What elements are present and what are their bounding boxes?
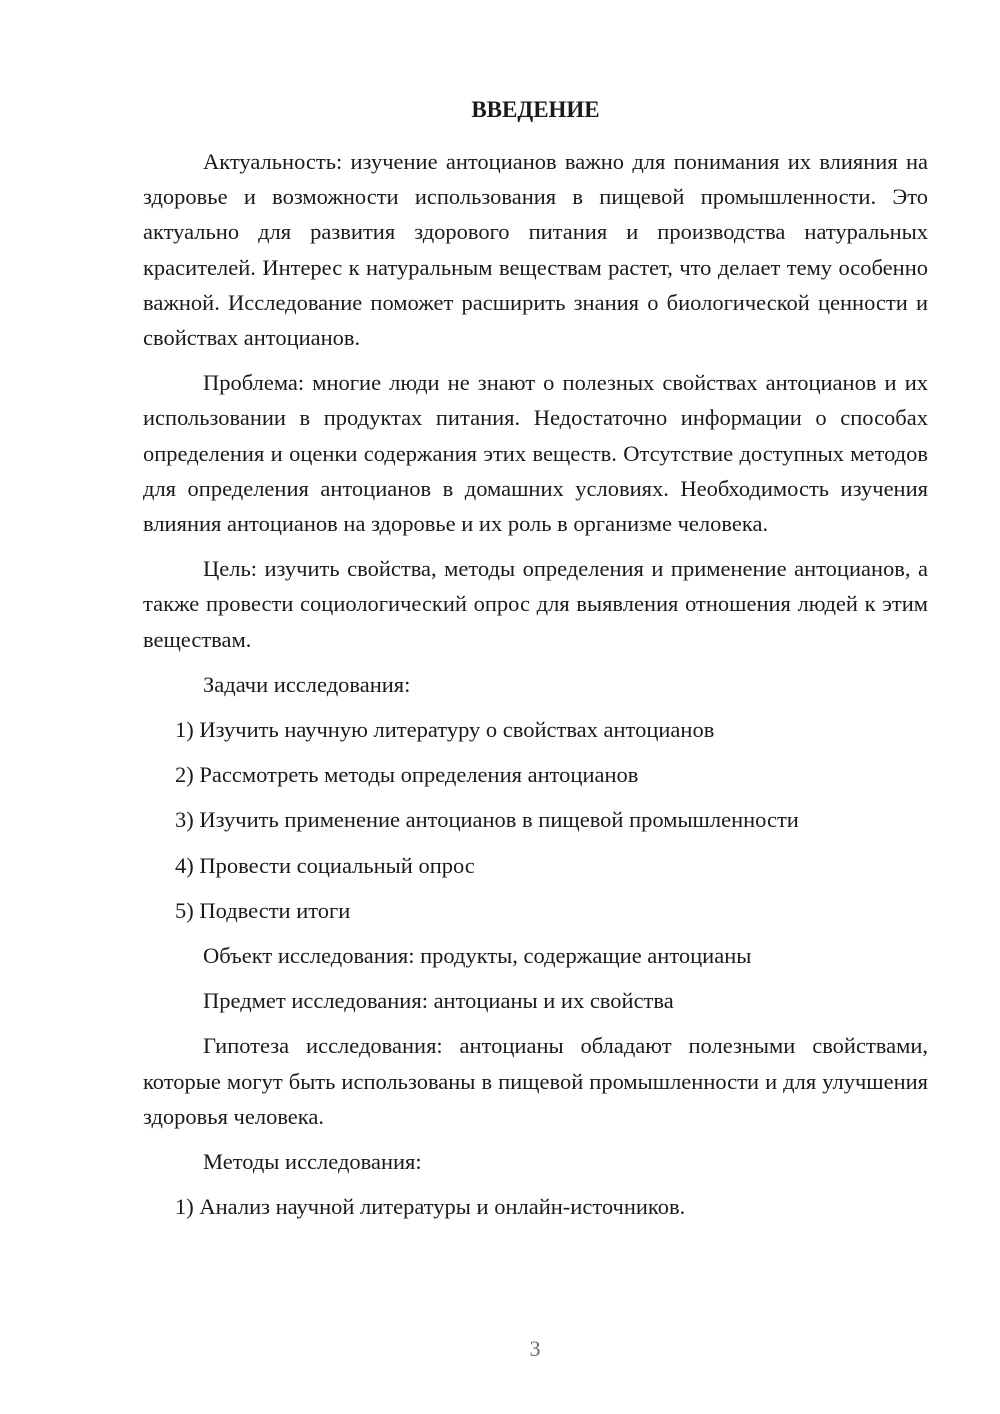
- task-item: 4) Провести социальный опрос: [175, 852, 475, 878]
- task-item: 5) Подвести итоги: [175, 897, 351, 923]
- section-title: ВВЕДЕНИЕ: [471, 97, 600, 122]
- relevance-paragraph: Актуальность: изучение антоцианов важно для понимания их влияния на здоровье и возможности использования в пищевой промышленности. Это актуально для развития здорового питания и производства натуральных красителей. Интерес к натуральным веществам растет, что делает тему особенно важной. Исследование поможет расширить знания о биологической ценности и свойствах антоцианов.: [143, 149, 928, 351]
- task-item: 3) Изучить применение антоцианов в пищевой промышленности: [175, 807, 799, 833]
- page-number: 3: [529, 1336, 541, 1361]
- research-object: Объект исследования: продукты, содержащие антоцианы: [203, 943, 752, 969]
- methods-heading: Методы исследования:: [203, 1149, 422, 1175]
- research-subject: Предмет исследования: антоцианы и их свойства: [203, 988, 674, 1014]
- task-item: 2) Рассмотреть методы определения антоцианов: [175, 762, 639, 788]
- tasks-heading: Задачи исследования:: [203, 671, 411, 697]
- tasks-list: [143, 712, 928, 928]
- hypothesis-paragraph: Гипотеза исследования: антоцианы обладают полезными свойствами, которые могут быть использованы в пищевой промышленности и для улучшения здоровья человека.: [143, 1033, 928, 1129]
- method-item: 1) Анализ научной литературы и онлайн-источников.: [175, 1194, 686, 1220]
- page-content: [143, 95, 928, 1234]
- methods-list: [143, 1189, 928, 1224]
- task-item: 1) Изучить научную литературу о свойствах антоцианов: [175, 717, 715, 743]
- goal-paragraph: Цель: изучить свойства, методы определения и применение антоцианов, а также провести социологический опрос для выявления отношения людей к этим веществам.: [143, 556, 928, 652]
- problem-paragraph: Проблема: многие люди не знают о полезных свойствах антоцианов и их использовании в продуктах питания. Недостаточно информации о способах определения и оценки содержания этих веществ. Отсутствие доступных методов для определения антоцианов в домашних условиях. Необходимость изучения влияния антоцианов на здоровье и их роль в организме человека.: [143, 370, 928, 537]
